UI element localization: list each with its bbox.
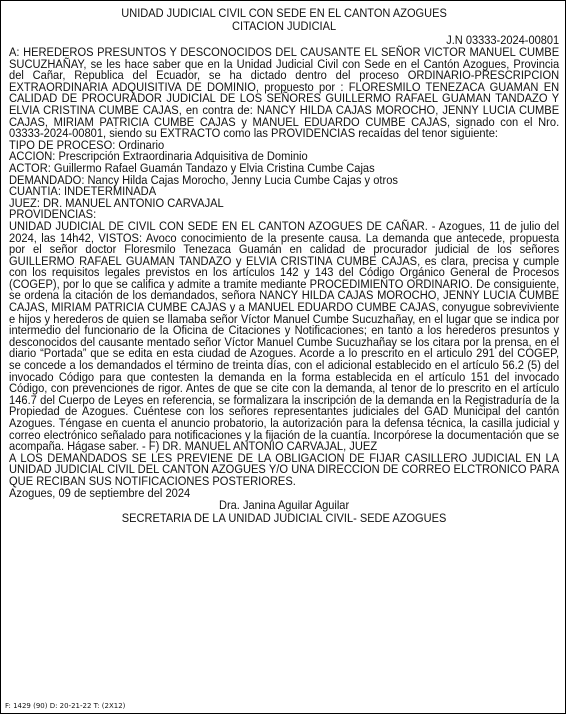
footer-code: F: 1429 (90) D: 20-21-22 T: (2X12) — [5, 702, 126, 710]
field-cuantia: CUANTIA: INDETERMINADA — [9, 184, 157, 199]
signature-name: Dra. Janina Aguilar Aguilar — [219, 498, 350, 513]
field-tipo: TIPO DE PROCESO: Ordinario — [9, 137, 165, 152]
court-name: UNIDAD JUDICIAL CIVIL CON SEDE EN EL CANTON AZOGUES — [121, 6, 447, 20]
field-juez: JUEZ: DR. MANUEL ANTONIO CARVAJAL — [9, 195, 224, 210]
notice-content — [9, 7, 559, 525]
warning-paragraph: A LOS DEMANDADOS SE LES PREVIENE DE LA OBLIGACION DE FIJAR CASILLERO JUDICIAL EN LA UNIDAD JUDICIAL CIVIL DEL CANTON AZOGUES Y/O UNA DIRECCION DE CORREO ELCTRONICO PARA QUE RECIBAN SUS NOTIFICACIONES POSTERIORES. — [9, 450, 560, 488]
notice-title: CITACION JUDICIAL — [232, 19, 337, 33]
field-actor: ACTOR: Guillermo Rafael Guamán Tandazo y Elvia Cristina Cumbe Cajas — [9, 160, 375, 175]
field-accion: ACCION: Prescripción Extraordinaria Adquisitiva de Dominio — [9, 149, 308, 164]
notice-date: Azogues, 09 de septiembre del 2024 — [9, 485, 191, 500]
field-providencias: PROVIDENCIAS: — [9, 207, 97, 222]
case-number: J.N 03333-2024-00801 — [446, 33, 560, 47]
providencia-paragraph: UNIDAD JUDICIAL DE CIVIL CON SEDE EN EL CANTON AZOGUES DE CAÑAR. - Azogues, 11 de julio del 2024, las 14h42, VISTOS: Avoco conocimiento de la presente causa. La demanda que antecede, propuesta por el señor doctor Floresmilo Tenezaca Guamán en calidad de procurador judicial de los señores GUILLERMO RAFAEL GUAMAN TANDAZO y ELVIA CRISTINA CUMBE CAJAS, es clara, precisa y cumple con los requisitos legales previstos en los artículos 142 y 143 del Código Orgánico General de Procesos (COGEP), por lo que se califica y admite a tramite mediante PROCEDIMIENTO ORDINARIO. De consiguiente, se ordena la citación de los demandados, señora NANCY HILDA CAJAS MOROCHO, JENNY LUCIA CUMBE CAJAS, MIRIAM PATRICIA CUMBE CAJAS y a MANUEL EDUARDO CUMBE CAJAS, conyugue sobreviviente e hijos y herederos de quien se llamaba señor Víctor Manuel Cumbe Sucuzhañay, en el lugar que se indica por intermedio del funcionario de la Oficina de Citaciones y Notificaciones; en tanto a los herederos presuntos y desconocidos del causante mentado señor Víctor Manuel Cumbe Sucuzhañay se los citara por la prensa, en el diario “Portada” que se edita en esta ciudad de Azogues. Acorde a lo prescrito en el articulo 291 del COGEP, se concede a los demandados el término de treinta días, con el adicional establecido en el artículo 56.2 (5) del invocado Código para que contesten la demanda en la forma establecida en el artículo 151 del invocado Código, con prevenciones de rigor. Antes de que se cite con la demanda, al tenor de lo prescrito en el artículo 146.7 del Cuerpo de Leyes en referencia, se formalizara la inscripción de la demanda en la Registraduría de la Propiedad de Azogues. Cuéntese con los señores representantes judiciales del GAD Municipal del cantón Azogues. Téngase en cuenta el anuncio probatorio, la autorización para la defensa técnica, la casilla judicial y correo electrónico señalado para notificaciones y la fijación de la cuantía. Incorpórese la documentación que se acompaña. Hágase saber. - F) DR. MANUEL ANTONIO CARVAJAL, JUEZ — [9, 218, 560, 454]
signature-title: SECRETARIA DE LA UNIDAD JUDICIAL CIVIL- SEDE AZOGUES — [121, 511, 447, 526]
field-demandado: DEMANDADO: Nancy Hilda Cajas Morocho, Jenny Lucia Cumbe Cajas y otros — [9, 172, 398, 187]
intro-paragraph: A: HEREDEROS PRESUNTOS Y DESCONOCIDOS DEL CAUSANTE EL SEÑOR VICTOR MANUEL CUMBE SUCUZHAÑAY, se les hace saber que en la Unidad Judicial Civil con Sede en el Cantón Azogues, Provincia del Cañar, Republica del Ecuador, se ha dictado dentro del proceso ORDINARIO-PRESCRIPCION EXTRAORDINARIA ADQUISITIVA DE DOMINIO, propuesto por : FLORESMILO TENEZACA GUAMAN EN CALIDAD DE PROCURADOR JUDICIAL DE LOS SEÑORES GUILLERMO RAFAEL GUAMAN TANDAZO Y ELVIA CRISTINA CUMBE CAJAS, en contra de: NANCY HILDA CAJAS MOROCHO, JENNY LUCIA CUMBE CAJAS, MIRIAM PATRICIA CUMBE CAJAS y MANUEL EDUARDO CUMBE CAJAS, signado con el Nro. 03333-2024-00801, siendo su EXTRACTO como las PROVIDENCIAS recaídas del tenor siguiente: — [9, 45, 560, 141]
